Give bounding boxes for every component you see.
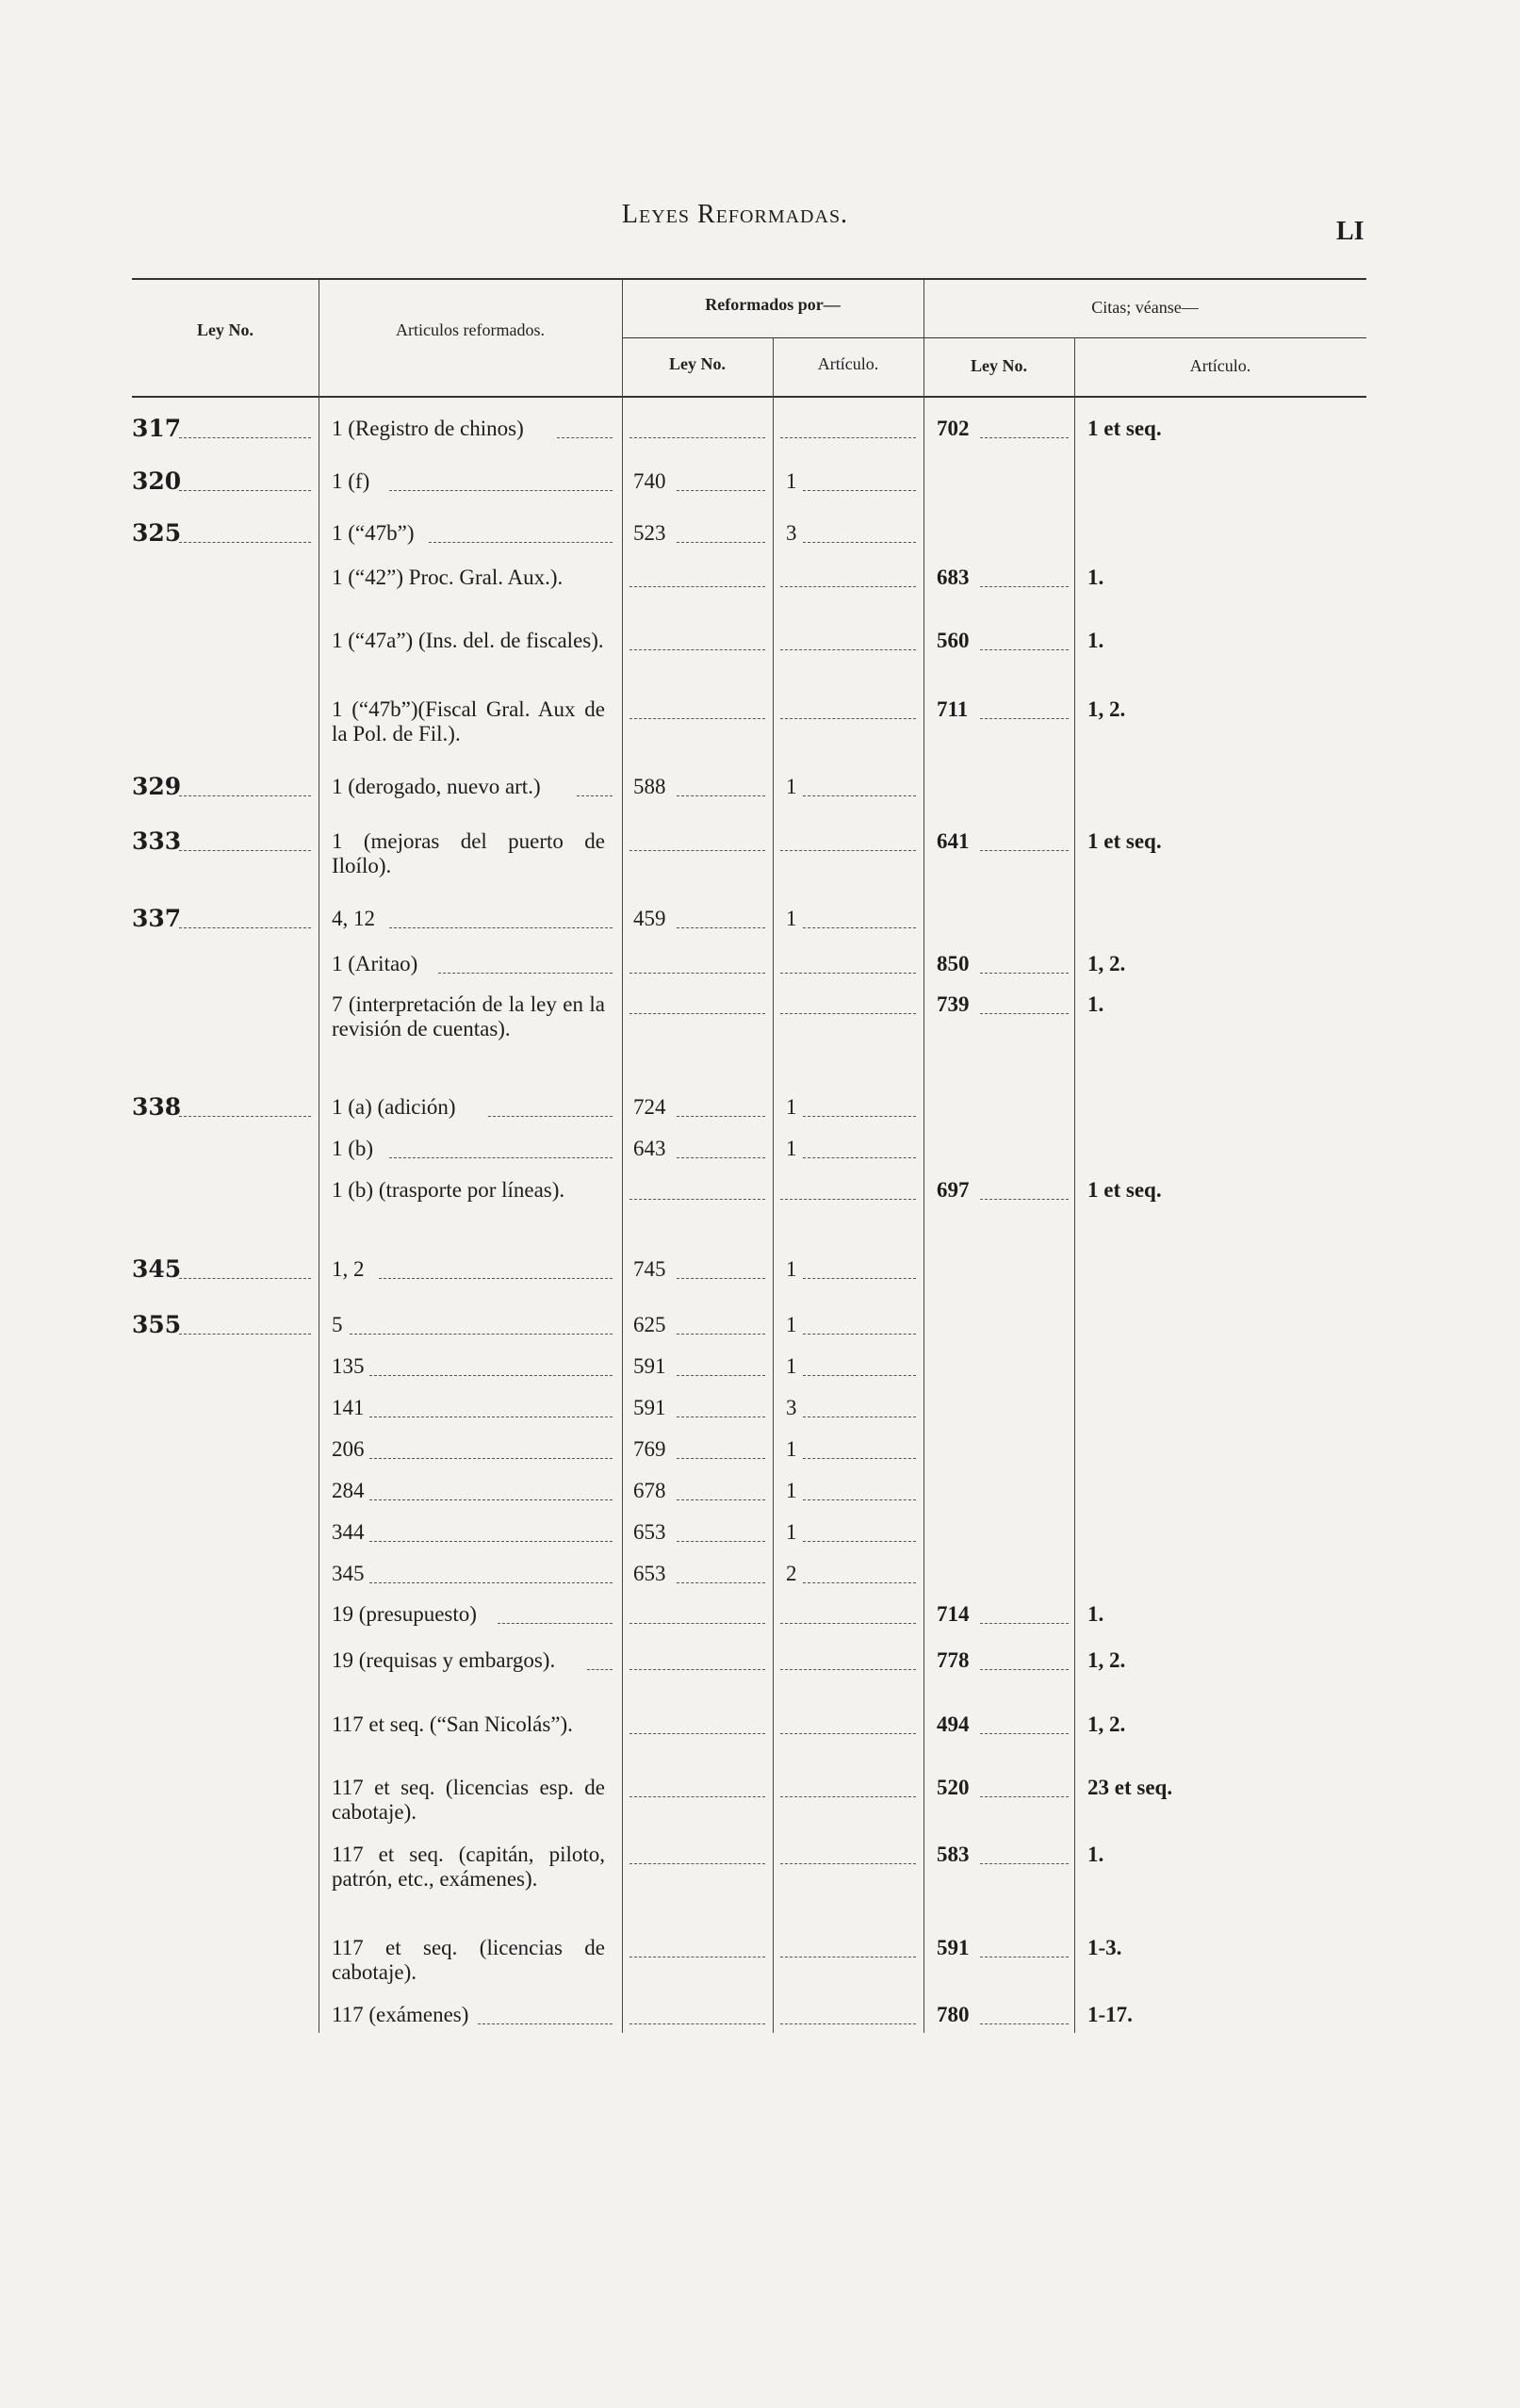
reformado-ley-no: 724: [633, 1095, 666, 1119]
articulo-reformado: 1 (“47a”) (Ins. del. de fiscales).: [332, 629, 604, 652]
cita-articulo: 1-3.: [1087, 1936, 1122, 1959]
header-ref-articulo: Artículo.: [817, 354, 879, 373]
ley-number: 325: [132, 519, 182, 547]
header-citas: Citas; véanse—: [1091, 298, 1199, 317]
leader-dots: [557, 437, 613, 438]
col-divider-2: [622, 280, 623, 2033]
leader-dots: [389, 1157, 613, 1158]
leader-dots: [629, 2023, 765, 2024]
col-divider-4: [923, 280, 924, 2033]
cita-ley-no: 850: [937, 952, 970, 975]
reformado-articulo: 3: [786, 521, 797, 545]
table-header-bottom-rule: [132, 396, 1366, 398]
col-divider-3: [773, 337, 774, 2033]
cita-articulo: 1, 2.: [1087, 697, 1126, 721]
articulo-reformado: 4, 12: [332, 907, 375, 930]
leader-dots: [803, 542, 916, 543]
ley-number: 337: [132, 905, 182, 932]
leader-dots: [677, 927, 765, 928]
articulo-reformado: 1 (Aritao): [332, 952, 418, 975]
ley-number: 338: [132, 1093, 182, 1121]
cita-articulo: 1.: [1087, 1843, 1104, 1866]
leader-dots: [629, 1863, 765, 1864]
table-top-rule: [132, 278, 1366, 280]
leader-dots: [780, 586, 916, 587]
leader-dots: [780, 1623, 916, 1624]
leader-dots: [980, 1796, 1069, 1797]
articulo-reformado: 117 (exámenes): [332, 2003, 469, 2026]
citas-subrule: [923, 337, 1366, 338]
leader-dots: [350, 1334, 613, 1335]
cita-articulo: 1.: [1087, 1602, 1104, 1626]
header-ley-no: Ley No.: [197, 320, 253, 339]
leader-dots: [803, 1278, 916, 1279]
cita-ley-no: 641: [937, 829, 970, 853]
leader-dots: [179, 490, 311, 491]
leader-dots: [179, 927, 311, 928]
reformado-articulo: 1: [786, 469, 797, 493]
cita-articulo: 23 et seq.: [1087, 1776, 1173, 1799]
cita-ley-no: 711: [937, 697, 969, 721]
page-number: LI: [1336, 217, 1365, 246]
reformado-articulo: 1: [786, 1479, 797, 1502]
leader-dots: [629, 850, 765, 851]
leader-dots: [179, 437, 311, 438]
reformado-ley-no: 625: [633, 1313, 666, 1336]
articulo-reformado: 1 (derogado, nuevo art.): [332, 775, 541, 798]
leader-dots: [980, 973, 1069, 974]
articulo-reformado: 7 (interpretación de la ley en la revisión de cuentas).: [332, 992, 605, 1040]
leader-dots: [677, 1582, 765, 1583]
leader-dots: [629, 1669, 765, 1670]
reformado-ley-no: 745: [633, 1257, 666, 1281]
leader-dots: [980, 718, 1069, 719]
reformado-articulo: 1: [786, 1137, 797, 1160]
cita-articulo: 1 et seq.: [1087, 1178, 1162, 1202]
cita-articulo: 1.: [1087, 565, 1104, 589]
cita-ley-no: 583: [937, 1843, 970, 1866]
articulo-reformado: 5: [332, 1313, 343, 1336]
leader-dots: [803, 1375, 916, 1376]
reformado-ley-no: 591: [633, 1396, 666, 1419]
articulo-reformado: 1 (b) (trasporte por líneas).: [332, 1178, 565, 1202]
reformado-articulo: 1: [786, 1257, 797, 1281]
leader-dots: [803, 1582, 916, 1583]
leader-dots: [629, 1623, 765, 1624]
leader-dots: [780, 1199, 916, 1200]
reformado-articulo: 1: [786, 907, 797, 930]
ley-number: 355: [132, 1311, 182, 1338]
cita-articulo: 1.: [1087, 992, 1104, 1016]
leader-dots: [677, 1499, 765, 1500]
leader-dots: [803, 795, 916, 796]
header-ref-ley-no: Ley No.: [669, 354, 726, 373]
reformado-articulo: 1: [786, 1354, 797, 1378]
ley-number: 329: [132, 773, 182, 800]
cita-ley-no: 560: [937, 629, 970, 652]
leader-dots: [629, 437, 765, 438]
articulo-reformado: 19 (requisas y embargos).: [332, 1648, 556, 1672]
reformado-ley-no: 653: [633, 1520, 666, 1544]
leader-dots: [478, 2023, 613, 2024]
running-title: Leyes Reformadas.: [621, 200, 849, 229]
leader-dots: [780, 1733, 916, 1734]
header-cita-articulo: Artículo.: [1189, 356, 1251, 375]
leader-dots: [803, 1116, 916, 1117]
reformado-articulo: 3: [786, 1396, 797, 1419]
articulo-reformado: 117 et seq. (licencias de cabotaje).: [332, 1936, 605, 1984]
leader-dots: [369, 1375, 613, 1376]
leader-dots: [179, 795, 311, 796]
cita-ley-no: 683: [937, 565, 970, 589]
reformado-articulo: 1: [786, 1437, 797, 1461]
leader-dots: [629, 1733, 765, 1734]
header-reformados-por: Reformados por—: [705, 295, 841, 314]
cita-articulo: 1 et seq.: [1087, 829, 1162, 853]
leader-dots: [629, 649, 765, 650]
leader-dots: [179, 1334, 311, 1335]
reformado-articulo: 1: [786, 775, 797, 798]
leader-dots: [677, 1157, 765, 1158]
leader-dots: [629, 1957, 765, 1958]
leader-dots: [780, 973, 916, 974]
leader-dots: [780, 1013, 916, 1014]
leader-dots: [379, 1278, 613, 1279]
col-divider-5: [1074, 337, 1075, 2033]
leader-dots: [179, 850, 311, 851]
cita-ley-no: 494: [937, 1712, 970, 1736]
leader-dots: [677, 1458, 765, 1459]
leader-dots: [780, 1669, 916, 1670]
articulo-reformado: 117 et seq. (licencias esp. de cabotaje).: [332, 1776, 605, 1824]
leader-dots: [803, 1157, 916, 1158]
leader-dots: [179, 1116, 311, 1117]
leader-dots: [677, 490, 765, 491]
leader-dots: [780, 718, 916, 719]
leader-dots: [803, 1334, 916, 1335]
leader-dots: [677, 1375, 765, 1376]
cita-ley-no: 591: [937, 1936, 970, 1959]
leader-dots: [980, 1013, 1069, 1014]
leader-dots: [780, 2023, 916, 2024]
articulo-reformado: 135: [332, 1354, 365, 1378]
ley-number: 320: [132, 467, 182, 495]
cita-articulo: 1, 2.: [1087, 952, 1126, 975]
leader-dots: [369, 1458, 613, 1459]
leader-dots: [980, 649, 1069, 650]
leader-dots: [780, 649, 916, 650]
ley-number: 333: [132, 827, 182, 855]
leader-dots: [803, 490, 916, 491]
leader-dots: [980, 1669, 1069, 1670]
cita-articulo: 1, 2.: [1087, 1712, 1126, 1736]
leader-dots: [980, 586, 1069, 587]
cita-articulo: 1 et seq.: [1087, 417, 1162, 440]
leader-dots: [980, 1733, 1069, 1734]
leader-dots: [629, 973, 765, 974]
leader-dots: [389, 490, 613, 491]
ley-number: 345: [132, 1255, 182, 1283]
leader-dots: [179, 1278, 311, 1279]
reformado-ley-no: 591: [633, 1354, 666, 1378]
leader-dots: [780, 1957, 916, 1958]
leader-dots: [677, 542, 765, 543]
reformado-ley-no: 643: [633, 1137, 666, 1160]
articulo-reformado: 19 (presupuesto): [332, 1602, 477, 1626]
leader-dots: [629, 718, 765, 719]
reformado-ley-no: 740: [633, 469, 666, 493]
articulo-reformado: 1 (f): [332, 469, 370, 493]
leader-dots: [803, 1541, 916, 1542]
leader-dots: [780, 1796, 916, 1797]
cita-ley-no: 697: [937, 1178, 970, 1202]
articulo-reformado: 1 (“42”) Proc. Gral. Aux.).: [332, 565, 564, 589]
reformado-articulo: 1: [786, 1520, 797, 1544]
leader-dots: [780, 850, 916, 851]
leader-dots: [438, 973, 613, 974]
leader-dots: [677, 1541, 765, 1542]
leader-dots: [803, 1458, 916, 1459]
cita-articulo: 1-17.: [1087, 2003, 1133, 2026]
leader-dots: [980, 1199, 1069, 1200]
cita-ley-no: 714: [937, 1602, 970, 1626]
reformado-ley-no: 523: [633, 521, 666, 545]
leader-dots: [629, 1013, 765, 1014]
leader-dots: [677, 1278, 765, 1279]
leader-dots: [677, 795, 765, 796]
articulo-reformado: 1 (“47b”): [332, 521, 415, 545]
articulo-reformado: 206: [332, 1437, 365, 1461]
cita-ley-no: 778: [937, 1648, 970, 1672]
reformado-ley-no: 588: [633, 775, 666, 798]
leader-dots: [980, 2023, 1069, 2024]
leader-dots: [980, 1863, 1069, 1864]
leader-dots: [629, 1199, 765, 1200]
leader-dots: [369, 1541, 613, 1542]
articulo-reformado: 1 (a) (adición): [332, 1095, 456, 1119]
articulo-reformado: 344: [332, 1520, 365, 1544]
header-articulos: Articulos reformados.: [396, 320, 545, 339]
leader-dots: [677, 1334, 765, 1335]
leader-dots: [587, 1669, 613, 1670]
cita-articulo: 1.: [1087, 629, 1104, 652]
leader-dots: [629, 1796, 765, 1797]
leader-dots: [369, 1582, 613, 1583]
articulo-reformado: 141: [332, 1396, 365, 1419]
cita-ley-no: 780: [937, 2003, 970, 2026]
reformado-articulo: 1: [786, 1313, 797, 1336]
reformado-articulo: 1: [786, 1095, 797, 1119]
leader-dots: [980, 850, 1069, 851]
reformado-ley-no: 678: [633, 1479, 666, 1502]
articulo-reformado: 1 (b): [332, 1137, 374, 1160]
articulo-reformado: 1 (“47b”)(Fiscal Gral. Aux de la Pol. de Fil.).: [332, 697, 605, 745]
ley-number: 317: [132, 415, 182, 442]
reformado-ley-no: 459: [633, 907, 666, 930]
reformado-ley-no: 653: [633, 1562, 666, 1585]
leader-dots: [389, 927, 613, 928]
leader-dots: [677, 1116, 765, 1117]
leader-dots: [577, 795, 613, 796]
articulo-reformado: 1 (Registro de chinos): [332, 417, 524, 440]
cita-articulo: 1, 2.: [1087, 1648, 1126, 1672]
leader-dots: [803, 927, 916, 928]
cita-ley-no: 739: [937, 992, 970, 1016]
articulo-reformado: 345: [332, 1562, 365, 1585]
leader-dots: [980, 1623, 1069, 1624]
leader-dots: [980, 1957, 1069, 1958]
articulo-reformado: 117 et seq. (capitán, piloto, patrón, etc., exámenes).: [332, 1843, 605, 1891]
cita-ley-no: 702: [937, 417, 970, 440]
leader-dots: [980, 437, 1069, 438]
header-cita-ley-no: Ley No.: [971, 356, 1027, 375]
cita-ley-no: 520: [937, 1776, 970, 1799]
leader-dots: [429, 542, 613, 543]
leader-dots: [780, 437, 916, 438]
articulo-reformado: 1, 2: [332, 1257, 365, 1281]
leader-dots: [369, 1499, 613, 1500]
articulo-reformado: 117 et seq. (“San Nicolás”).: [332, 1712, 573, 1736]
leader-dots: [488, 1116, 613, 1117]
articulo-reformado: 1 (mejoras del puerto de Iloílo).: [332, 829, 605, 877]
reformado-ley-no: 769: [633, 1437, 666, 1461]
leader-dots: [803, 1499, 916, 1500]
leader-dots: [179, 542, 311, 543]
articulo-reformado: 284: [332, 1479, 365, 1502]
leader-dots: [780, 1863, 916, 1864]
leader-dots: [629, 586, 765, 587]
leader-dots: [498, 1623, 613, 1624]
reformado-articulo: 2: [786, 1562, 797, 1585]
